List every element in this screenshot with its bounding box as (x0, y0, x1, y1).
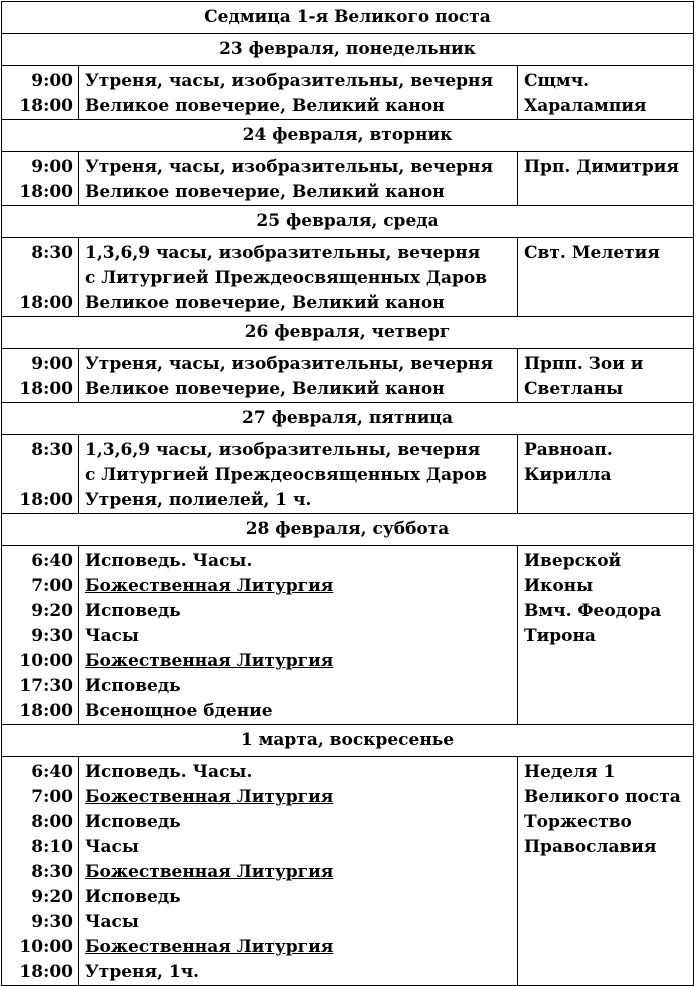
saint-commemoration-line: Иверской (524, 551, 622, 571)
service-name: Исповедь (85, 887, 181, 907)
service-time: 9:30 (31, 912, 73, 932)
service-time: 18:00 (19, 182, 73, 202)
service-time: 18:00 (19, 962, 73, 982)
service-time: 9:00 (31, 354, 73, 374)
service-time: 18:00 (19, 379, 73, 399)
service-column (79, 435, 518, 514)
saint-column (518, 66, 694, 120)
time-column (2, 152, 79, 206)
day-schedule-row (2, 757, 694, 986)
saint-column (518, 238, 694, 317)
saint-column (518, 435, 694, 514)
time-column (2, 546, 79, 725)
service-column (79, 152, 518, 206)
service-time: 18:00 (19, 293, 73, 313)
service-name: Исповедь (85, 676, 181, 696)
service-column (79, 546, 518, 725)
saint-column (518, 757, 694, 986)
service-name: Часы (85, 626, 139, 646)
saint-commemoration-line: Сщмч. (524, 71, 590, 91)
service-name: Часы (85, 837, 139, 857)
day-header: 24 февраля, вторник (2, 120, 694, 152)
day-schedule-row (2, 66, 694, 120)
saint-commemoration-line: Православия (524, 837, 657, 857)
service-name: Утреня, часы, изобразительны, вечерня (85, 71, 494, 91)
service-name: 1,3,6,9 часы, изобразительны, вечерня (85, 440, 481, 460)
time-column (2, 435, 79, 514)
service-column (79, 238, 518, 317)
saint-commemoration-line: Равноап. (524, 440, 613, 460)
day-schedule-row (2, 349, 694, 403)
schedule-table (1, 1, 694, 986)
service-name: Великое повечерие, Великий канон (85, 182, 445, 202)
service-time: 8:10 (31, 837, 73, 857)
service-name: Утреня, часы, изобразительны, вечерня (85, 354, 494, 374)
service-time: 9:00 (31, 157, 73, 177)
schedule-body (2, 2, 694, 986)
day-header-row (2, 403, 694, 435)
day-header: 27 февраля, пятница (2, 403, 694, 435)
day-header: 25 февраля, среда (2, 206, 694, 238)
day-schedule-row (2, 238, 694, 317)
service-name: Исповедь. Часы. (85, 551, 253, 571)
service-name: Утреня, часы, изобразительны, вечерня (85, 157, 494, 177)
saint-commemoration-line: Прп. Димитрия (524, 157, 679, 177)
day-schedule-row (2, 435, 694, 514)
liturgy-service-name: Божественная Литургия (85, 787, 334, 807)
service-time: 9:00 (31, 71, 73, 91)
service-time: 8:30 (31, 243, 73, 263)
service-name: Великое повечерие, Великий канон (85, 96, 445, 116)
service-time: 6:40 (31, 762, 73, 782)
service-time: 10:00 (19, 937, 73, 957)
service-name: Великое повечерие, Великий канон (85, 379, 445, 399)
service-time: 7:00 (31, 787, 73, 807)
saint-commemoration-line: Тирона (524, 626, 596, 646)
service-name: Утреня, полиелей, 1 ч. (85, 490, 312, 510)
service-name: с Литургией Преждеосвященных Даров (85, 465, 488, 485)
service-name: Часы (85, 912, 139, 932)
time-column (2, 757, 79, 986)
saint-commemoration-line: Кирилла (524, 465, 612, 485)
service-time: 10:00 (19, 651, 73, 671)
day-header: 26 февраля, четверг (2, 317, 694, 349)
saint-commemoration-line: Неделя 1 (524, 762, 616, 782)
day-header-row (2, 514, 694, 546)
day-header: 28 февраля, суббота (2, 514, 694, 546)
saint-column (518, 349, 694, 403)
saint-commemoration-line: Иконы (524, 576, 594, 596)
saint-commemoration-line: Вмч. Феодора (524, 601, 662, 621)
service-time: 9:30 (31, 626, 73, 646)
service-time: 8:30 (31, 440, 73, 460)
service-name: Утреня, 1ч. (85, 962, 200, 982)
day-header: 1 марта, воскресенье (2, 725, 694, 757)
liturgy-service-name: Божественная Литургия (85, 576, 334, 596)
service-time: 9:20 (31, 601, 73, 621)
saint-column (518, 546, 694, 725)
day-header-row (2, 120, 694, 152)
service-time (2, 266, 73, 291)
saint-commemoration-line: Светланы (524, 379, 624, 399)
liturgy-service-name: Божественная Литургия (85, 862, 334, 882)
time-column (2, 349, 79, 403)
service-time: 8:00 (31, 812, 73, 832)
day-schedule-row (2, 152, 694, 206)
service-time (2, 463, 73, 488)
day-header-row (2, 34, 694, 66)
service-name: Всенощное бдение (85, 701, 273, 721)
time-column (2, 238, 79, 317)
day-header: 23 февраля, понедельник (2, 34, 694, 66)
service-name: Великое повечерие, Великий канон (85, 293, 445, 313)
saint-commemoration-line: Великого поста (524, 787, 681, 807)
service-time: 18:00 (19, 701, 73, 721)
service-name: Исповедь (85, 601, 181, 621)
service-column (79, 66, 518, 120)
service-time: 17:30 (19, 676, 73, 696)
service-time: 18:00 (19, 490, 73, 510)
service-column (79, 349, 518, 403)
day-header-row (2, 206, 694, 238)
saint-column (518, 152, 694, 206)
saint-commemoration-line: Прпп. Зои и (524, 354, 644, 374)
service-time: 7:00 (31, 576, 73, 596)
day-header-row (2, 317, 694, 349)
service-column (79, 757, 518, 986)
service-time: 18:00 (19, 96, 73, 116)
saint-commemoration-line: Торжество (524, 812, 632, 832)
service-time: 9:20 (31, 887, 73, 907)
service-time: 6:40 (31, 551, 73, 571)
time-column (2, 66, 79, 120)
service-name: Исповедь (85, 812, 181, 832)
liturgy-service-name: Божественная Литургия (85, 937, 334, 957)
day-schedule-row (2, 546, 694, 725)
service-name: с Литургией Преждеосвященных Даров (85, 268, 488, 288)
service-name: 1,3,6,9 часы, изобразительны, вечерня (85, 243, 481, 263)
schedule-title: Седмица 1-я Великого поста (2, 2, 694, 34)
title-row (2, 2, 694, 34)
day-header-row (2, 725, 694, 757)
saint-commemoration-line: Свт. Мелетия (524, 243, 660, 263)
liturgy-service-name: Божественная Литургия (85, 651, 334, 671)
service-time: 8:30 (31, 862, 73, 882)
saint-commemoration-line: Харалампия (524, 96, 647, 116)
service-name: Исповедь. Часы. (85, 762, 253, 782)
